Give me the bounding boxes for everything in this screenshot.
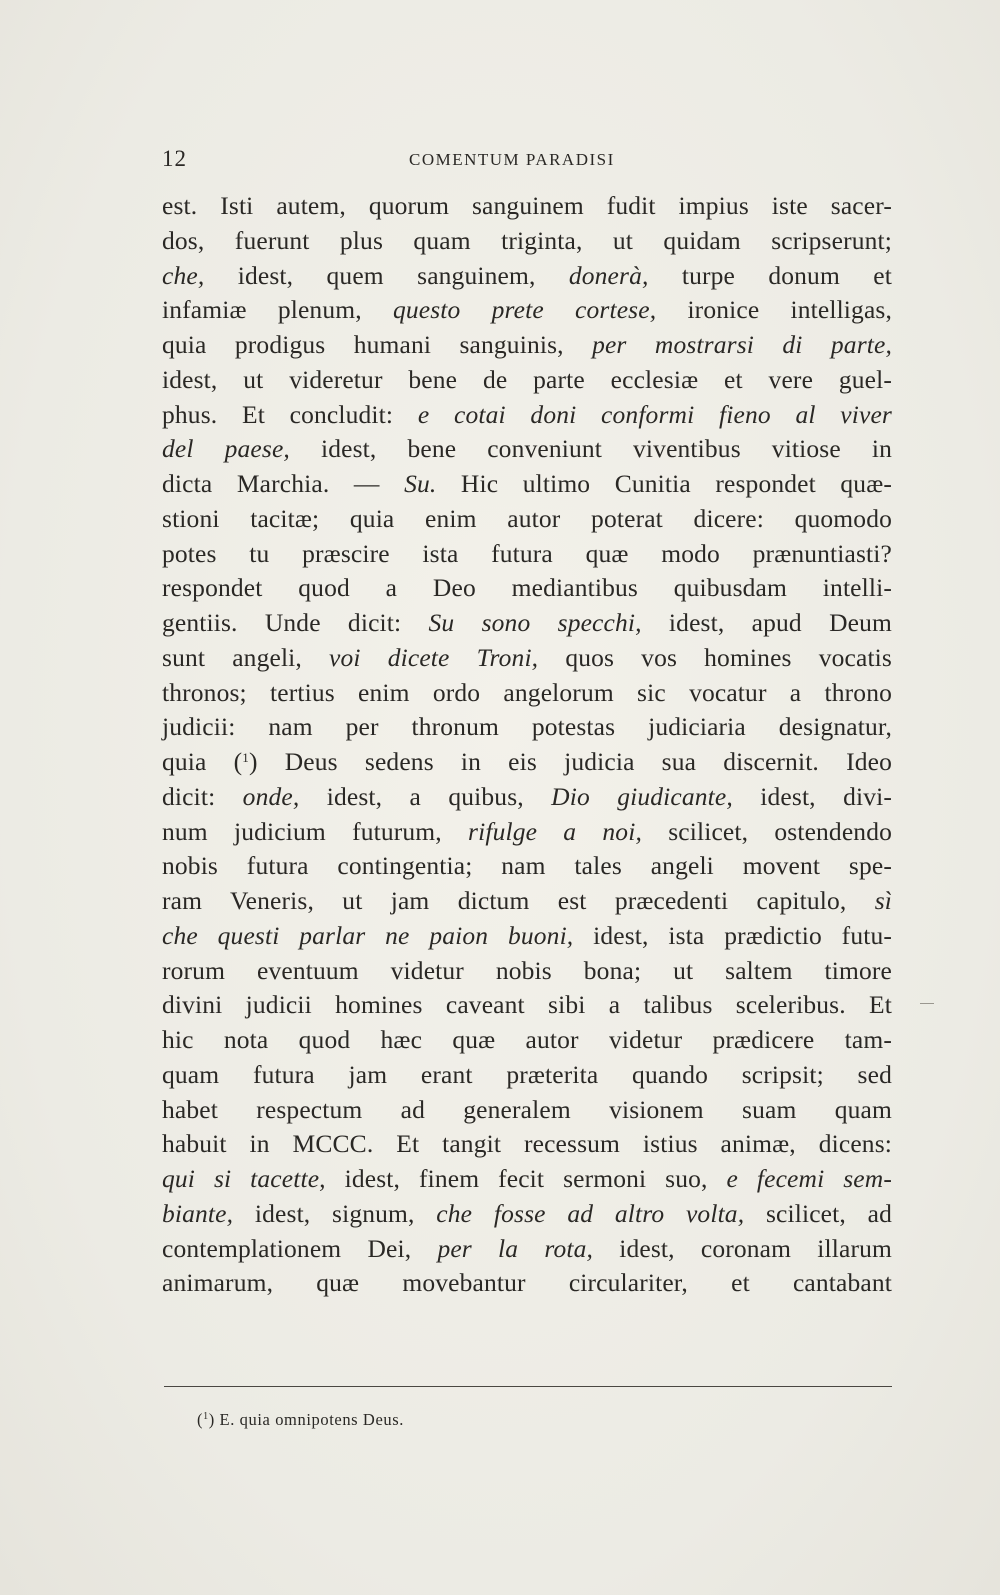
text-line (162, 815, 892, 850)
text-run: thronos; tertius enim ordo angelorum sic vocatur a throno (162, 677, 892, 707)
text-line (162, 954, 892, 989)
text-line (162, 363, 892, 398)
text-run: quam futura jam erant præterita quando scripsit; sed (162, 1059, 892, 1089)
italic-quote: Su sono specchi, (428, 608, 642, 637)
text-run: dos, fuerunt plus quam triginta, ut quidam scripserunt; (162, 225, 892, 255)
text-line (162, 641, 892, 676)
text-line (162, 467, 892, 502)
text-line (162, 1197, 892, 1232)
text-line (162, 1266, 892, 1301)
text-run: idest, signum, (233, 1198, 437, 1228)
italic-quote: biante, (162, 1198, 234, 1228)
text-run: idest, finem fecit sermoni suo, (325, 1164, 727, 1193)
text-run: idest, coronam illarum (593, 1233, 892, 1263)
text-line (162, 1093, 892, 1128)
italic-quote: per la rota, (437, 1233, 594, 1263)
text-line (162, 884, 892, 919)
text-line (162, 502, 892, 537)
italic-quote: donerà, (568, 260, 649, 290)
text-run: idest, apud Deum (641, 608, 892, 637)
text-run: respondet quod a Deo mediantibus quibusdam intelli- (162, 573, 892, 603)
text-line (162, 849, 892, 884)
text-run: est. Isti autem, quorum sanguinem fudit impius iste sacer- (162, 191, 892, 220)
text-line (162, 571, 892, 606)
text-line (162, 1127, 892, 1162)
italic-quote: sì (874, 886, 892, 915)
text-line (162, 710, 892, 745)
italic-quote: questo prete cortese, (392, 295, 657, 325)
italic-quote: onde, (242, 781, 300, 811)
text-run: scilicet, ostendendo (641, 816, 893, 846)
italic-quote: e fecemi sem- (726, 1164, 892, 1193)
text-line (162, 432, 892, 467)
text-run: hic nota quod hæc quæ autor videtur prædicere tam- (162, 1025, 892, 1054)
text-run: ram Veneris, ut jam dictum est præcedenti capitulo, (162, 886, 875, 915)
text-line (162, 745, 892, 780)
text-run: turpe donum et (648, 260, 892, 290)
text-run: habet respectum ad generalem visionem suam quam (162, 1094, 892, 1124)
italic-quote: che questi parlar ne paion buoni, (162, 920, 574, 950)
text-run: dicit: (162, 781, 243, 811)
footnote-reference: 1 (242, 750, 249, 765)
italic-quote: per mostrarsi di parte, (592, 330, 892, 359)
text-line (162, 328, 892, 363)
text-run: scilicet, ad (744, 1198, 892, 1228)
text-run: ironice intelligas, (656, 295, 893, 325)
text-line (162, 1232, 892, 1267)
text-run: phus. Et concludit: (162, 399, 418, 429)
text-run: habuit in MCCC. Et tangit recessum istius animæ, dicens: (162, 1129, 892, 1159)
text-run: quos vos homines vocatis (538, 642, 892, 672)
italic-quote: rifulge a noi, (468, 816, 642, 846)
text-line (162, 293, 892, 328)
text-run: contemplationem Dei, (162, 1233, 438, 1263)
footnote-text: E. quia omnipotens Deus. (219, 1410, 404, 1429)
italic-quote: qui si tacette, (162, 1164, 326, 1193)
italic-quote: Dio giudicante, (551, 781, 733, 811)
text-line (162, 1058, 892, 1093)
text-run: num judicium futurum, (162, 816, 469, 846)
text-line (162, 1023, 892, 1058)
text-run: infamiæ plenum, (162, 295, 393, 325)
italic-quote: voi dicete Troni, (329, 642, 539, 672)
italic-quote: Su. (404, 469, 437, 498)
text-line (162, 537, 892, 572)
text-run: idest, a quibus, (299, 781, 552, 811)
text-line (162, 1162, 892, 1197)
text-line (162, 919, 892, 954)
text-line (162, 780, 892, 815)
text-run: gentiis. Unde dicit: (162, 608, 429, 637)
text-run: animarum, quæ movebantur circulariter, et cantabant (162, 1268, 892, 1298)
text-run: idest, ista prædictio futu- (573, 920, 892, 950)
text-line (162, 189, 892, 224)
italic-quote: del paese, (162, 434, 290, 464)
text-line (162, 606, 892, 641)
body-text (162, 189, 892, 1301)
text-line (162, 676, 892, 711)
text-run: rorum eventuum videtur nobis bona; ut saltem timore (162, 955, 892, 985)
text-run: stioni tacitæ; quia enim autor poterat dicere: quomodo (162, 503, 892, 533)
italic-quote: che, (162, 260, 205, 290)
text-run: idest, divi- (732, 781, 892, 811)
page-number: 12 (162, 146, 187, 171)
text-line (162, 988, 892, 1023)
footnote-marker: 1 (203, 1411, 209, 1422)
text-run: potes tu præscire ista futura quæ modo prænuntiasti? (162, 538, 892, 568)
text-run: divini judicii homines caveant sibi a talibus sceleribus. Et (162, 990, 892, 1020)
text-run: judicii: nam per thronum potestas judiciaria designatur, (162, 712, 892, 742)
footnote: ($^1$) E. quia omnipotens Deus. (197, 1410, 404, 1429)
text-run: quia prodigus humani sanguinis, (162, 330, 593, 359)
text-run: nobis futura contingentia; nam tales angeli movent spe- (162, 851, 892, 881)
italic-quote: che fosse ad altro volta, (436, 1198, 745, 1228)
margin-mark (920, 1003, 934, 1004)
text-run: dicta Marchia. — (162, 469, 405, 498)
text-line (162, 398, 892, 433)
page-header (162, 146, 892, 176)
text-run: quia ( (162, 747, 243, 776)
text-run: idest, bene conveniunt viventibus vitiose in (289, 434, 892, 464)
text-line (162, 259, 892, 294)
text-run: idest, ut videretur bene de parte ecclesiæ et vere guel- (162, 364, 892, 394)
text-run: Hic ultimo Cunitia respondet quæ- (436, 469, 892, 498)
text-run: ) Deus sedens in eis judicia sua discernit. Ideo (248, 747, 892, 776)
text-run: idest, quem sanguinem, (204, 260, 569, 290)
text-line (162, 224, 892, 259)
italic-quote: e cotai doni conformi fieno al viver (417, 399, 893, 429)
footnote-divider (164, 1386, 892, 1387)
text-run: sunt angeli, (162, 642, 330, 672)
running-title: COMENTUM PARADISI (409, 150, 615, 169)
